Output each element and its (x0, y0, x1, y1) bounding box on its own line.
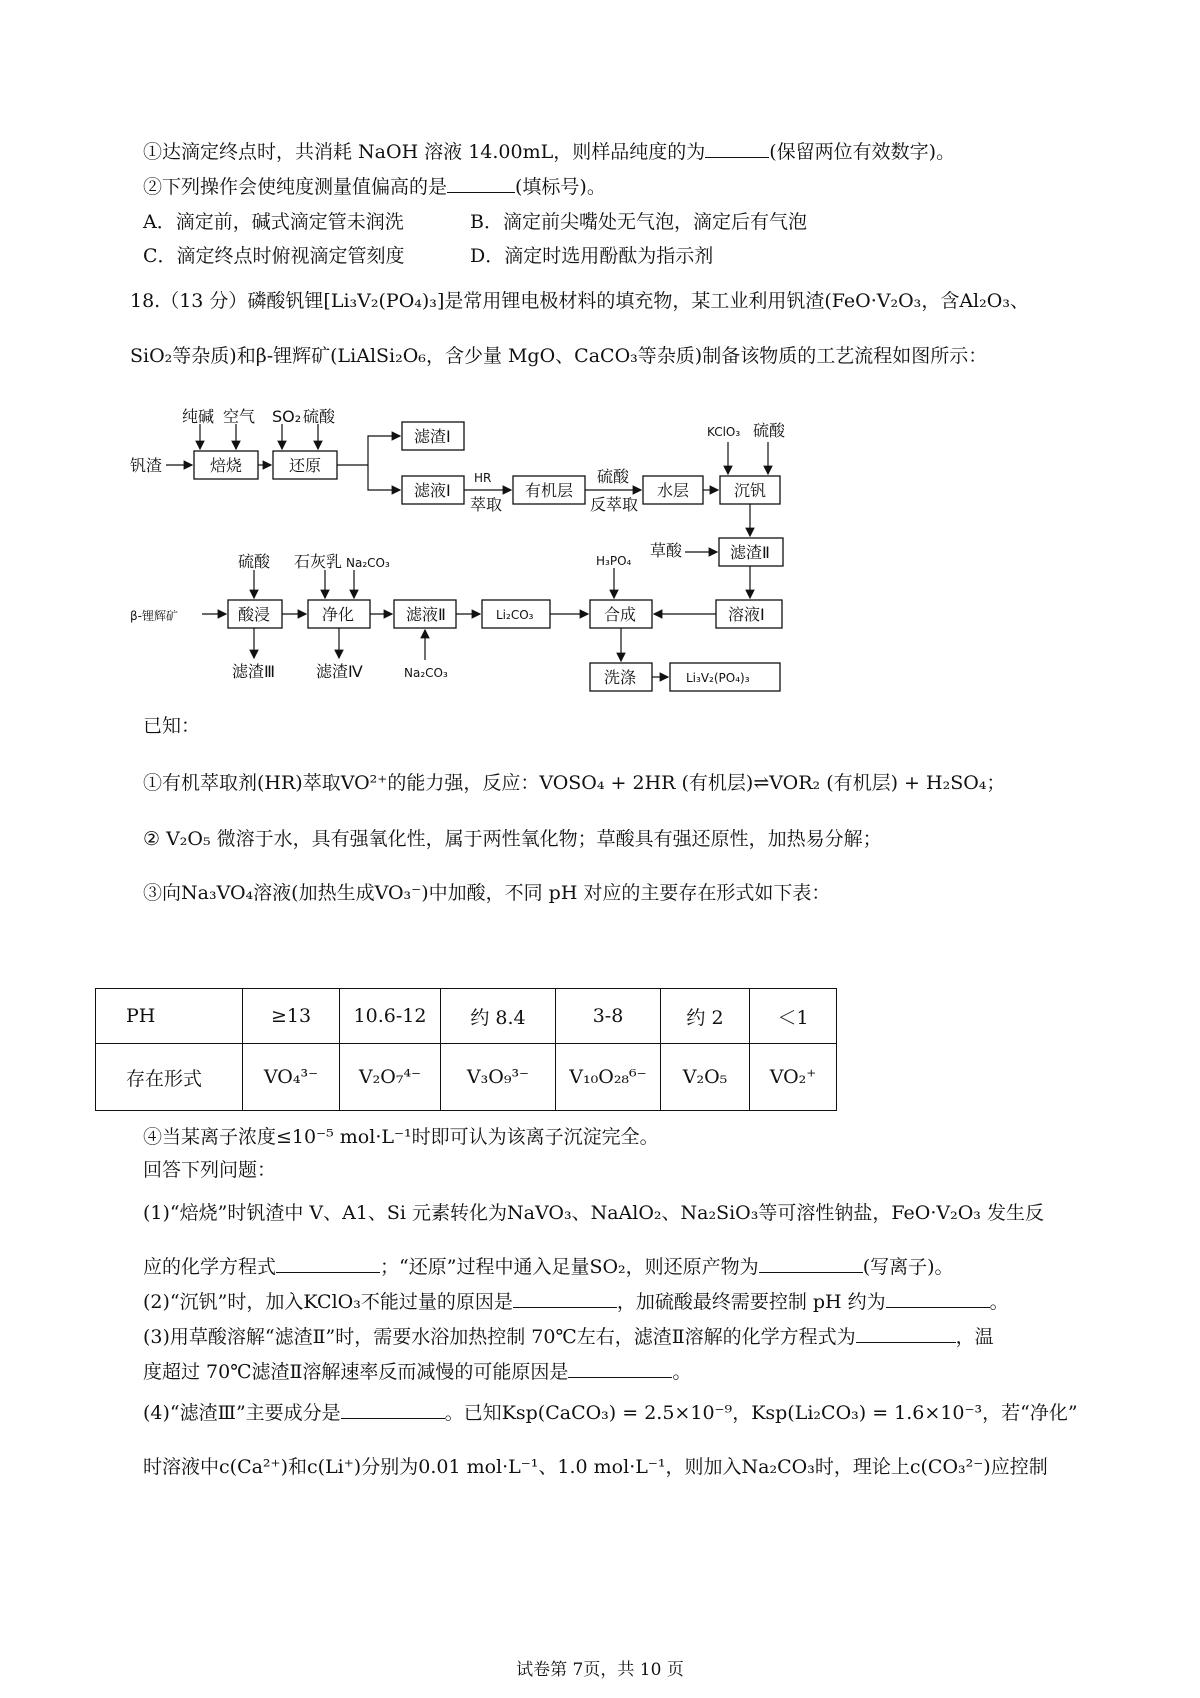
process-flowchart (130, 407, 1050, 720)
flow-kclo3: KClO₃ (707, 425, 741, 439)
flow-shihuiru: 石灰乳 (294, 552, 343, 571)
flow-hr: HR (474, 471, 492, 485)
question-3-line2: 度超过 70℃滤渣Ⅱ溶解速率反而减慢的可能原因是 。 (143, 1361, 692, 1383)
option-b[interactable]: B．滴定前尖嘴处无气泡，滴定后有气泡 (470, 211, 807, 233)
answer-blank[interactable] (276, 1254, 380, 1273)
table-row (96, 989, 837, 1044)
option-c[interactable]: C．滴定终点时俯视滴定管刻度 (143, 245, 405, 267)
flow-na2co3: Na₂CO₃ (346, 556, 390, 570)
flow-lvzha1: 滤渣Ⅰ (414, 427, 451, 446)
flow-na2co3-2: Na₂CO₃ (404, 666, 448, 680)
flow-chenfan: 沉钒 (734, 481, 767, 500)
table-cell: VO₂⁺ (750, 1044, 837, 1111)
flow-caosuan: 草酸 (650, 541, 683, 560)
ph-species-table (95, 988, 837, 1111)
answer-blank[interactable] (341, 1400, 445, 1419)
flow-xidi: 洗涤 (604, 668, 637, 687)
flow-hecheng: 合成 (604, 605, 637, 624)
flow-li2co3: Li₂CO₃ (496, 608, 534, 622)
flow-chunjian: 纯碱 (182, 407, 215, 426)
known-4: ④当某离子浓度≤10⁻⁵ mol·L⁻¹时即可认为该离子沉淀完全。 (143, 1126, 659, 1148)
table-cell: V₂O₅ (661, 1044, 750, 1111)
flow-fancuiqu: 反萃取 (590, 495, 639, 514)
table-cell: VO₄³⁻ (243, 1044, 340, 1111)
answer-blank[interactable] (513, 1289, 617, 1308)
known-3: ③向Na₃VO₄溶液(加热生成VO₃⁻)中加酸，不同 pH 对应的主要存在形式如下表： (143, 882, 831, 904)
question-3-line1: (3)用草酸溶解“滤渣Ⅱ”时，需要水浴加热控制 70℃左右，滤渣Ⅱ溶解的化学方程式为 ，温 (143, 1326, 994, 1348)
question-4-line2: 时溶液中c(Ca²⁺)和c(Li⁺)分别为0.01 mol·L⁻¹、1.0 mol·L⁻¹，则加入Na₂CO₃时，理论上c(CO₃²⁻)应控制 (143, 1456, 1048, 1478)
flow-product: Li₃V₂(PO₄)₃ (686, 671, 750, 685)
flow-lvye2: 滤液Ⅱ (406, 605, 446, 624)
known-2: ② V₂O₅ 微溶于水，具有强氧化性，属于两性氧化物；草酸具有强还原性，加热易分解； (143, 828, 882, 850)
table-cell: 存在形式 (96, 1044, 243, 1111)
flow-youjiceng: 有机层 (525, 481, 574, 500)
table-cell: V₂O₇⁴⁻ (340, 1044, 441, 1111)
flow-lvzha4: 滤渣Ⅳ (316, 662, 363, 681)
page-footer: 试卷第 7页，共 10 页 (516, 1660, 684, 1680)
table-row (96, 1044, 837, 1111)
answer-blank[interactable] (759, 1254, 863, 1273)
flow-shuiceng: 水层 (657, 481, 690, 500)
flow-liusuan3: 硫酸 (753, 421, 786, 440)
table-cell: 约 8.4 (441, 989, 556, 1044)
flow-kongqi: 空气 (223, 407, 256, 426)
table-cell: 3-8 (556, 989, 661, 1044)
option-d[interactable]: D．滴定时选用酚酞为指示剂 (470, 245, 714, 267)
answer-intro: 回答下列问题： (143, 1159, 277, 1181)
flow-rongye1: 溶液Ⅰ (728, 605, 765, 624)
question-1-line2: 应的化学方程式 ；“还原”过程中通入足量SO₂，则还原产物为 (写离子)。 (143, 1256, 954, 1278)
q17-sub2: ②下列操作会使纯度测量值偏高的是 (填标号)。 (143, 176, 606, 198)
flow-liusuan2: 硫酸 (597, 467, 630, 486)
answer-blank[interactable] (447, 174, 515, 193)
flow-lihuikuang: β-锂辉矿 (130, 609, 178, 623)
flow-lvye1: 滤液Ⅰ (414, 481, 451, 500)
flow-fanzha: 钒渣 (130, 456, 163, 475)
option-a[interactable]: A．滴定前，碱式滴定管未润洗 (143, 211, 404, 233)
table-cell: 10.6-12 (340, 989, 441, 1044)
flow-beishao: 焙烧 (210, 456, 243, 475)
flow-lvzha2: 滤渣Ⅱ (730, 543, 770, 562)
q17-sub1: ①达滴定终点时，共消耗 NaOH 溶液 14.00mL，则样品纯度的为 (保留两位有效数字)。 (143, 141, 956, 163)
flow-so2: SO₂ (272, 407, 302, 426)
question-4-line1: (4)“滤渣Ⅲ”主要成分是 。已知Ksp(CaCO₃) = 2.5×10⁻⁹，Ksp(Li₂CO₃) = 1.6×10⁻³，若“净化” (143, 1402, 1078, 1424)
table-cell: ＜1 (750, 989, 837, 1044)
question-1-line1: (1)“焙烧”时钒渣中 V、A1、Si 元素转化为NaVO₃、NaAlO₂、Na₂SiO₃等可溶性钠盐，FeO·V₂O₃ 发生反 (143, 1202, 1044, 1224)
flow-h3po4: H₃PO₄ (596, 554, 632, 568)
flow-huanyuan: 还原 (289, 456, 322, 475)
known-1: ①有机萃取剂(HR)萃取VO²⁺的能力强，反应：VOSO₄ + 2HR (有机层)⇌VOR₂ (有机层) + H₂SO₄； (143, 772, 1006, 794)
question-2: (2)“沉钒”时，加入KClO₃不能过量的原因是 ，加硫酸最终需要控制 pH 约为 。 (143, 1291, 1009, 1313)
q18-intro-line2: SiO₂等杂质)和β-锂辉矿(LiAlSi₂O₆，含少量 MgO、CaCO₃等杂质)制备该物质的工艺流程如图所示： (130, 345, 988, 367)
answer-blank[interactable] (856, 1324, 956, 1343)
table-cell: V₃O₉³⁻ (441, 1044, 556, 1111)
known-title: 已知： (143, 715, 201, 737)
flow-suanjin: 酸浸 (238, 605, 271, 624)
q18-intro-line1: 18.（13 分）磷酸钒锂[Li₃V₂(PO₄)₃]是常用锂电极材料的填充物，某工业利用钒渣(FeO·V₂O₃，含Al₂O₃、 (130, 290, 1029, 312)
table-cell: V₁₀O₂₈⁶⁻ (556, 1044, 661, 1111)
answer-blank[interactable] (568, 1359, 672, 1378)
flow-liusuan: 硫酸 (303, 407, 336, 426)
flow-cuiqu: 萃取 (470, 495, 503, 514)
flow-lvzha3: 滤渣Ⅲ (232, 662, 276, 681)
flow-liusuan4: 硫酸 (238, 552, 271, 571)
answer-blank[interactable] (705, 139, 769, 158)
flow-jinghua: 净化 (322, 605, 355, 624)
table-cell: ≥13 (243, 989, 340, 1044)
table-cell: 约 2 (661, 989, 750, 1044)
table-cell: PH (96, 989, 243, 1044)
answer-blank[interactable] (886, 1289, 990, 1308)
